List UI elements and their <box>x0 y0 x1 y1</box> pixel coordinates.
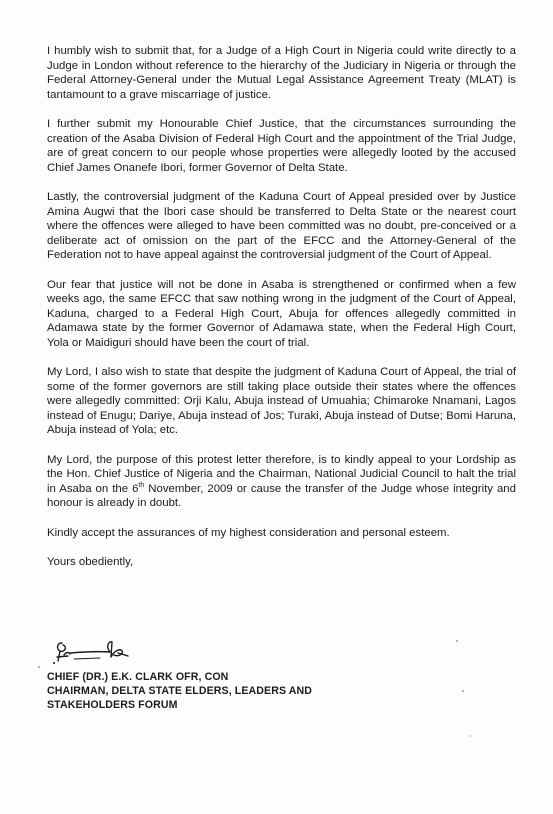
appeal-text-start: My Lord, the purpose of this protest letter therefore, is to kindly appeal to your Lordship as the Hon. Chief Justice of Nigeria and the Chairman, National Judicial Council to halt the trial in Asaba on the 6 <box>47 453 516 495</box>
signature-block <box>47 670 312 713</box>
paragraph-asaba-division: I further submit my Honourable Chief Justice, that the circumstances surrounding the creation of the Asaba Division of Federal High Court and the appointment of the Trial Judge, are of great concern to our people whose properties were allegedly looted by the accused Chief James Onanefe Ibori, former Governor of Delta State. <box>47 117 516 174</box>
ordinal-suffix: th <box>138 482 145 490</box>
signatory-title-line-2: STAKEHOLDERS FORUM <box>47 699 178 712</box>
scan-speck <box>456 640 458 642</box>
appeal-text-end: November, 2009 or cause the transfer of the Judge whose integrity and honour is already in doubt. <box>47 482 516 510</box>
signature-icon <box>48 633 158 669</box>
signatory-title-line-1: CHAIRMAN, DELTA STATE ELDERS, LEADERS AND <box>47 685 313 698</box>
paragraph-appeal <box>47 453 516 511</box>
paragraph-governors-trials: My Lord, I also wish to state that despite the judgment of Kaduna Court of Appeal, the trial of some of the former governors are still taking place outside their states where the offences were allegedly committed: Orji Kalu, Abuja instead of Umuahia; Chimaroke Nnamani, Lagos instead of Enugu; Dariye, Abuja instead of Jos; Turaki, Abuja instead of Dutse; Bomi Haruna, Abuja instead of Yola; etc. <box>47 366 516 437</box>
scan-speck <box>470 735 471 737</box>
letter-body <box>47 44 516 584</box>
handwritten-signature <box>48 633 158 669</box>
closing-line: Kindly accept the assurances of my highest consideration and personal esteem. <box>47 526 450 539</box>
paragraph-justice-fear: Our fear that justice will not be done in Asaba is strengthened or confirmed when a few weeks ago, the same EFCC that saw nothing wrong in the judgment of the Court of Appeal, Kaduna, charged to a Federal High Court, Abuja for offences allegedly committed in Adamawa state by the former Governor of Adamawa state, when the Federal High Court, Yola or Maidiguri should have been the court of trial. <box>47 278 516 349</box>
signatory-name: CHIEF (DR.) E.K. CLARK OFR, CON <box>47 671 229 683</box>
scan-speck <box>462 690 464 692</box>
valediction: Yours obediently, <box>47 555 134 568</box>
scan-speck <box>38 666 40 668</box>
paragraph-mlat: I humbly wish to submit that, for a Judge of a High Court in Nigeria could write directly to a Judge in London without reference to the hierarchy of the Judiciary in Nigeria or through the Federal Attorney-General under the Mutual Legal Assistance Agreement Treaty (MLAT) is tantamount to a grave miscarriage of justice. <box>47 45 516 101</box>
paragraph-kaduna-judgment: Lastly, the controversial judgment of the Kaduna Court of Appeal presided over by Justice Amina Augwi that the Ibori case should be transferred to Delta State or the nearest court where the offences were alleged to have been committed was no doubt, pre-conceived or a deliberate act of omission on the part of the EFCC and the Attorney-General of the Federation not to have appeal against the controversial judgment of the Court of Appeal. <box>47 190 516 262</box>
